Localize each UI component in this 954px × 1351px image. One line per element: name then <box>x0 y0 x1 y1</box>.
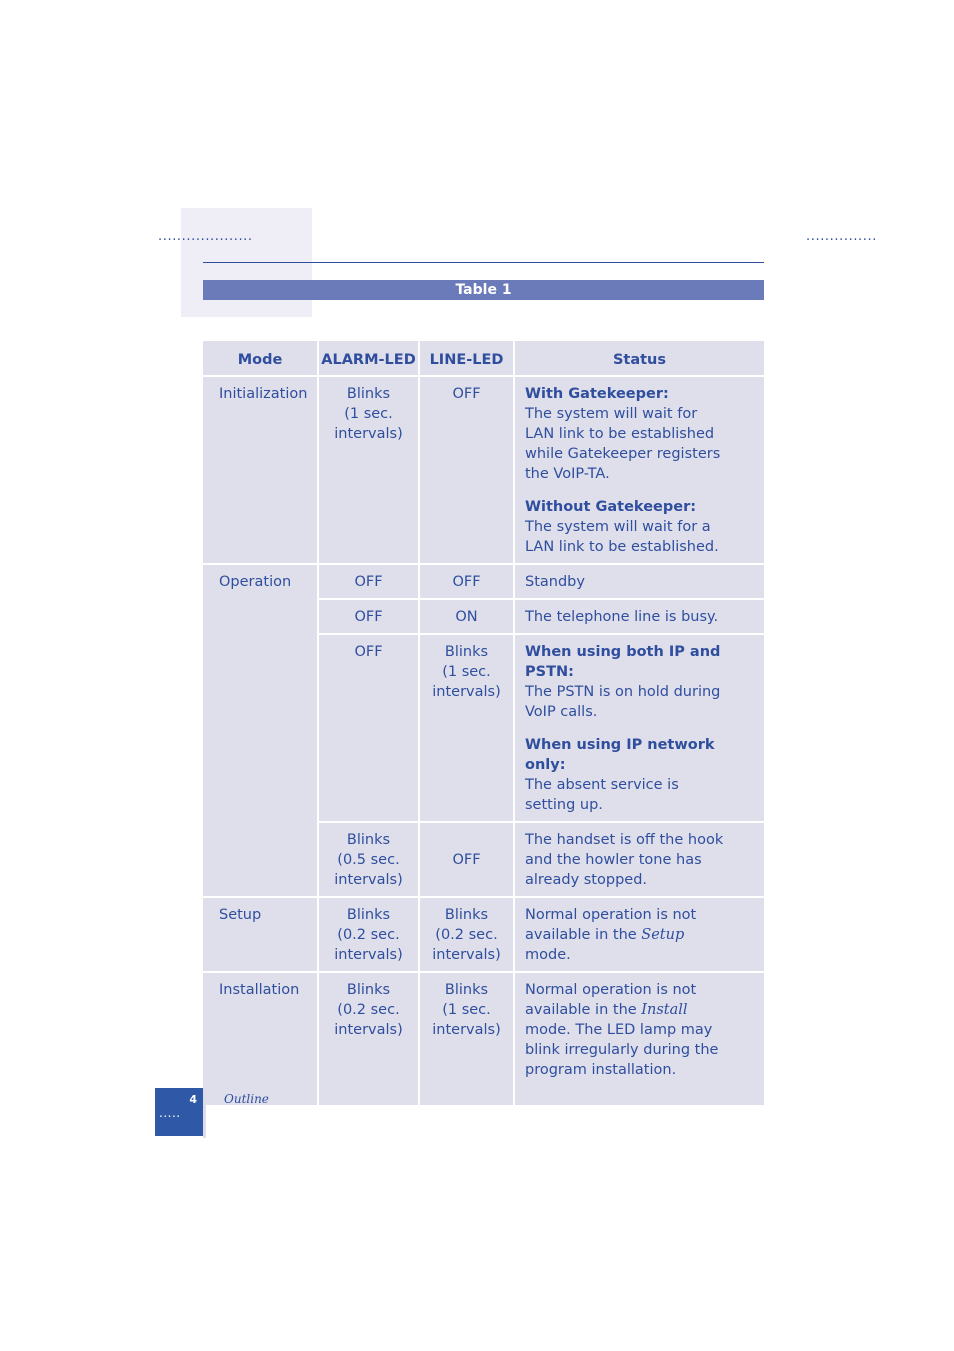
page-number-box-shadow <box>203 1090 206 1138</box>
status-cell <box>514 897 764 972</box>
status-text: The system will wait for LAN link to be established while Gatekeeper registers the VoIP-TA. <box>525 406 721 482</box>
led-status-table <box>203 341 764 1105</box>
header-dots-left: .................... <box>158 229 253 244</box>
alarm-led-cell: Blinks (0.2 sec. intervals) <box>318 897 419 972</box>
line-led-cell: Blinks (0.2 sec. intervals) <box>419 897 514 972</box>
table-title: Table 1 <box>203 280 764 300</box>
status-heading: With Gatekeeper: <box>525 386 669 402</box>
table-row <box>203 897 764 972</box>
header-dots-right: ............... <box>806 229 877 244</box>
page-number-box <box>155 1088 203 1136</box>
line-led-cell: OFF <box>419 564 514 599</box>
mode-cell: Installation <box>203 972 318 1105</box>
line-led-cell: ON <box>419 599 514 634</box>
alarm-led-cell: OFF <box>318 599 419 634</box>
alarm-led-cell: Blinks (1 sec. intervals) <box>318 376 419 564</box>
alarm-led-cell: Blinks (0.2 sec. intervals) <box>318 972 419 1105</box>
status-text: mode. <box>525 947 571 963</box>
page-number: 4 <box>189 1093 197 1106</box>
mode-cell: Setup <box>203 897 318 972</box>
status-mode-name: Install <box>641 1002 688 1018</box>
table-row <box>203 376 764 564</box>
column-header-mode: Mode <box>203 341 318 376</box>
line-led-cell: OFF <box>419 822 514 897</box>
footer-section-label: Outline <box>224 1092 269 1106</box>
status-cell <box>514 972 764 1105</box>
line-led-cell: OFF <box>419 376 514 564</box>
table-header-row <box>203 341 764 376</box>
footer-dots: ..... <box>159 1106 181 1120</box>
alarm-led-cell: OFF <box>318 564 419 599</box>
alarm-led-cell: Blinks (0.5 sec. intervals) <box>318 822 419 897</box>
status-heading: When using both IP and PSTN: <box>525 644 721 680</box>
line-led-cell: Blinks (1 sec. intervals) <box>419 634 514 822</box>
status-mode-name: Setup <box>641 927 685 943</box>
status-text: Normal operation is not available in the <box>525 907 697 943</box>
mode-cell: Operation <box>203 564 318 897</box>
status-cell: Standby <box>514 564 764 599</box>
mode-cell: Initialization <box>203 376 318 564</box>
status-cell <box>514 376 764 564</box>
status-cell <box>514 634 764 822</box>
status-heading: Without Gatekeeper: <box>525 499 697 515</box>
alarm-led-cell: OFF <box>318 634 419 822</box>
table-row <box>203 564 764 599</box>
status-text: mode. The LED lamp may blink irregularly during the program installation. <box>525 1022 719 1078</box>
status-heading: When using IP network only: <box>525 737 715 773</box>
column-header-status: Status <box>514 341 764 376</box>
status-cell: The handset is off the hook and the howler tone has already stopped. <box>514 822 764 897</box>
status-text: Normal operation is not available in the <box>525 982 697 1018</box>
status-text: The absent service is setting up. <box>525 777 679 813</box>
line-led-cell: Blinks (1 sec. intervals) <box>419 972 514 1105</box>
column-header-alarm-led: ALARM-LED <box>318 341 419 376</box>
status-text: The PSTN is on hold during VoIP calls. <box>525 684 721 720</box>
status-cell: The telephone line is busy. <box>514 599 764 634</box>
table-row <box>203 972 764 1105</box>
header-rule <box>203 262 764 263</box>
column-header-line-led: LINE-LED <box>419 341 514 376</box>
status-text: The system will wait for a LAN link to be established. <box>525 519 719 555</box>
